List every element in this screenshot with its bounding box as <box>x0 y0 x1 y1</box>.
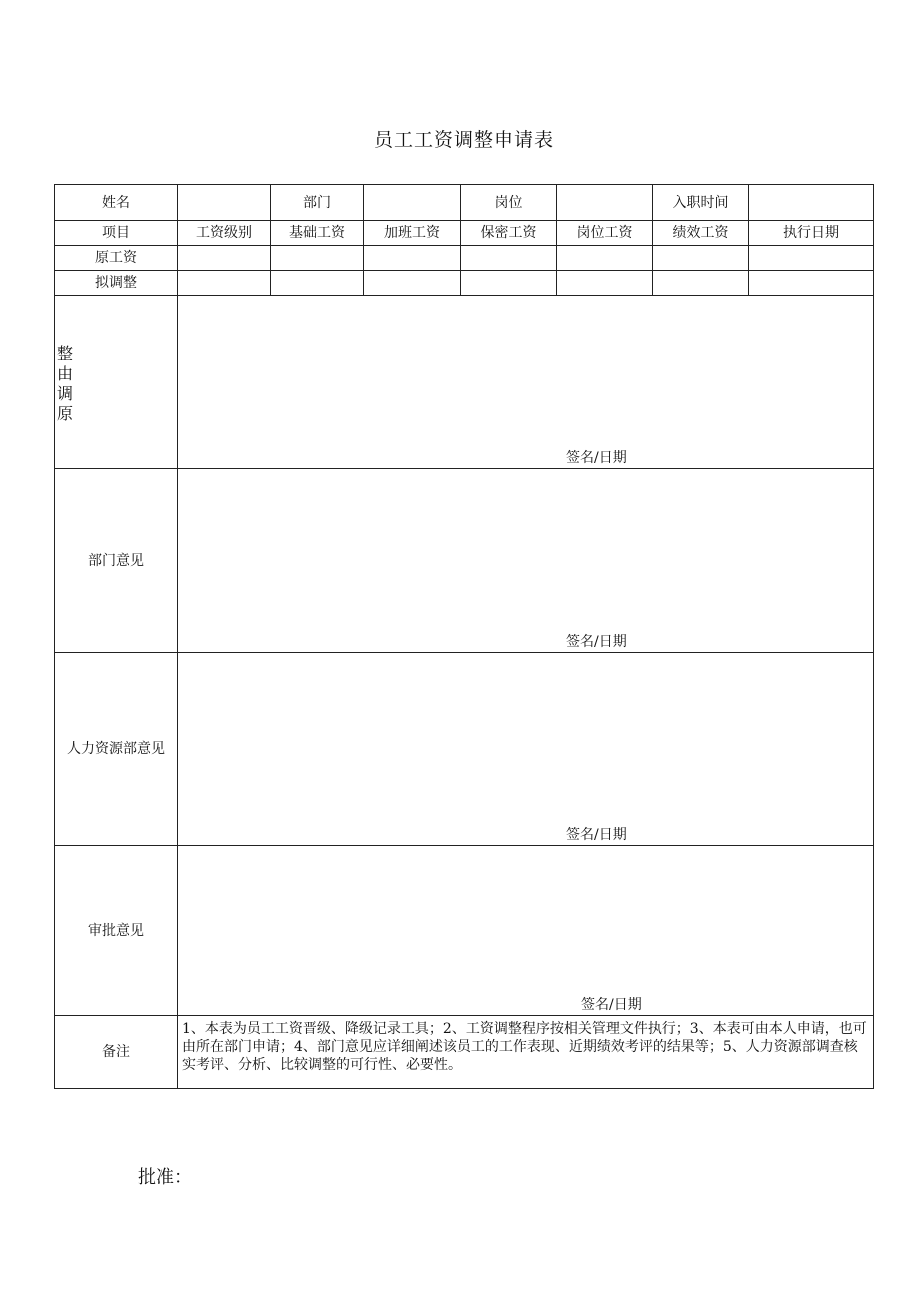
remarks-text: 1、本表为员工工资晋级、降级记录工具；2、工资调整程序按相关管理文件执行；3、本表可由本人申请，也可由所在部门申请；4、部门意见应详细阐述该员工的工作表现、近期绩效考评的结果等；5、人力资源部调查核实考评、分析、比较调整的可行性、必要性。 <box>178 1016 874 1089</box>
input-cell[interactable] <box>364 271 461 296</box>
dept-opinion-content-cell[interactable] <box>178 469 874 653</box>
hire-date-label: 入职时间 <box>672 194 729 211</box>
input-cell[interactable] <box>271 271 364 296</box>
items-header-cell: 基础工资 <box>271 221 364 246</box>
dept-label: 部门 <box>303 194 331 211</box>
signature-date-label: 签名/日期 <box>581 997 642 1013</box>
items-header-cell: 岗位工资 <box>557 221 653 246</box>
hr-opinion-label: 人力资源部意见 <box>55 653 178 846</box>
original-salary-row <box>55 246 874 271</box>
page-title: 员工工资调整申请表 <box>373 129 554 151</box>
reason-row <box>55 296 874 469</box>
hr-opinion-content-cell[interactable] <box>178 653 874 846</box>
remarks-row <box>55 1016 874 1089</box>
approval-opinion-row <box>55 846 874 1016</box>
reason-label-char: 由 <box>57 364 74 383</box>
dept-value-cell[interactable] <box>364 185 461 221</box>
input-cell[interactable] <box>557 271 653 296</box>
approval-opinion-content-cell[interactable] <box>178 846 874 1016</box>
reason-label-char: 原 <box>57 404 74 423</box>
hire-date-label-cell <box>653 185 749 221</box>
input-cell[interactable] <box>749 246 874 271</box>
input-cell[interactable] <box>271 246 364 271</box>
proposed-adjustment-label: 拟调整 <box>55 271 178 296</box>
proposed-adjustment-row <box>55 271 874 296</box>
salary-adjustment-form <box>54 184 874 1089</box>
hr-opinion-row <box>55 653 874 846</box>
input-cell[interactable] <box>461 246 557 271</box>
input-cell[interactable] <box>364 246 461 271</box>
items-header-cell: 加班工资 <box>364 221 461 246</box>
input-cell[interactable] <box>653 246 749 271</box>
signature-date-label: 签名/日期 <box>566 634 627 650</box>
input-cell[interactable] <box>749 271 874 296</box>
signature-date-label: 签名/日期 <box>566 450 627 466</box>
reason-content-cell[interactable] <box>178 296 874 469</box>
reason-label-vertical <box>57 344 75 424</box>
dept-opinion-row <box>55 469 874 653</box>
input-cell[interactable] <box>178 271 271 296</box>
items-header-row <box>55 221 874 246</box>
approval-opinion-label: 审批意见 <box>55 846 178 1016</box>
name-label-cell <box>55 185 178 221</box>
hire-date-value-cell[interactable] <box>749 185 874 221</box>
input-cell[interactable] <box>557 246 653 271</box>
signature-date-label: 签名/日期 <box>566 827 627 843</box>
name-label: 姓名 <box>102 194 130 211</box>
post-value-cell[interactable] <box>557 185 653 221</box>
post-label: 岗位 <box>494 194 523 211</box>
reason-label-cell <box>55 296 178 469</box>
items-header-cell: 工资级别 <box>178 221 271 246</box>
input-cell[interactable] <box>461 271 557 296</box>
dept-opinion-label: 部门意见 <box>55 469 178 653</box>
reason-label-char: 调 <box>57 384 74 403</box>
original-salary-label: 原工资 <box>55 246 178 271</box>
approve-label: 批准： <box>138 1167 192 1188</box>
items-header-cell: 项目 <box>55 221 178 246</box>
items-header-cell: 执行日期 <box>749 221 874 246</box>
reason-label-char: 整 <box>57 344 74 363</box>
input-cell[interactable] <box>178 246 271 271</box>
items-header-cell: 保密工资 <box>461 221 557 246</box>
items-header-cell: 绩效工资 <box>653 221 749 246</box>
basic-info-row <box>55 185 874 221</box>
remarks-label: 备注 <box>55 1016 178 1089</box>
dept-label-cell <box>271 185 364 221</box>
post-label-cell <box>461 185 557 221</box>
input-cell[interactable] <box>653 271 749 296</box>
name-value-cell[interactable] <box>178 185 271 221</box>
